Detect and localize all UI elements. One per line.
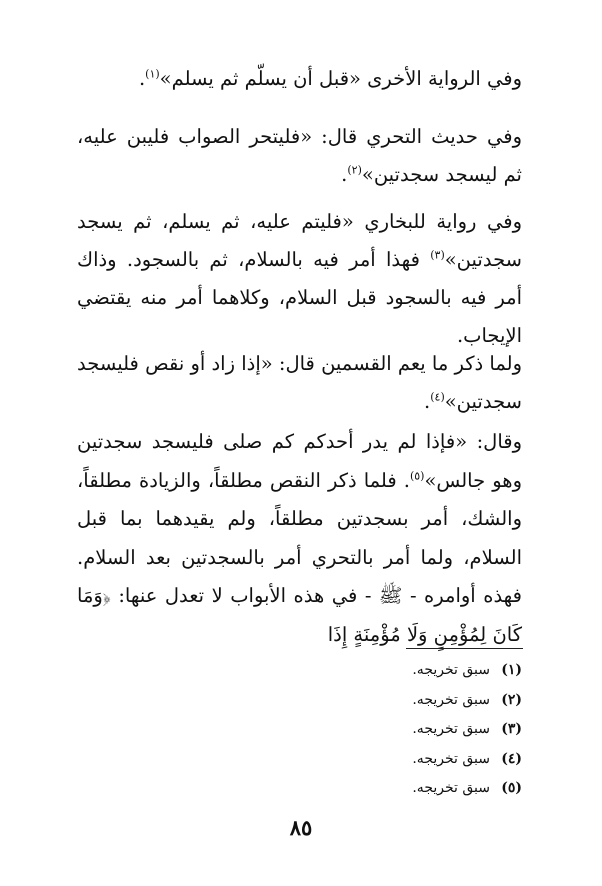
paragraph-3: [77, 203, 522, 355]
footnote-2-number: (٢): [501, 691, 522, 708]
footnote-ref-1[interactable]: (١): [145, 67, 160, 81]
paragraph-3-text: وفي رواية للبخاري «فليتم عليه، ثم يسلم، ثم يسجد سجدتين»: [77, 210, 522, 271]
paragraph-5-text: وقال: «فإذا لم يدر أحدكم كم صلى فليسجد سجدتين وهو جالس»: [77, 430, 522, 492]
paragraph-5-tail: . فلما ذكر النقص مطلقاً، والزيادة مطلقاً، والشك، أمر بسجدتين مطلقاً، ولم يقيدهما بما قبل السلام، ولما أمر بالتحري أمر بالسجدتين بعد السلام. فهذه أوامره - ﷺ - في هذه الأبواب لا تعدل عنها: ﴿وَمَا كَانَ لِمُؤْمِنٍ وَلَا مُؤْمِنَةٍ إِذَا: [77, 468, 522, 646]
page-number: ٨٥: [289, 815, 313, 840]
paragraph-2-text: وفي حديث التحري قال: «فليتحر الصواب فليبن عليه، ثم ليسجد سجدتين»: [77, 125, 522, 186]
footnote-2-text: سبق تخريجه.: [412, 691, 490, 708]
footnotes: [322, 656, 522, 804]
paragraph-3-tail: فهذا أمر فيه بالسلام، ثم بالسجود. وذاك أمر فيه بالسجود قبل السلام، وكلاهما أمر منه يقتضي الإيجاب.: [77, 248, 522, 347]
footnote-4-number: (٤): [501, 750, 522, 767]
footnote-4: [322, 745, 522, 775]
footnote-3-text: سبق تخريجه.: [412, 721, 490, 737]
footnote-5: [322, 774, 522, 804]
footnote-2: [322, 686, 522, 716]
paragraph-2: [77, 118, 522, 194]
footnote-3-number: (٣): [501, 721, 522, 737]
footnote-3: [322, 715, 522, 745]
footnote-1: [322, 656, 522, 686]
footnote-ref-3[interactable]: (٣): [430, 248, 445, 262]
footnote-4-text: سبق تخريجه.: [412, 750, 490, 767]
paragraph-1-tail: .: [138, 67, 146, 90]
footnote-ref-4[interactable]: (٤): [430, 390, 445, 404]
paragraph-1: [77, 60, 522, 98]
footnote-ref-2[interactable]: (٢): [347, 163, 362, 177]
footnote-ref-5[interactable]: (٥): [409, 469, 425, 482]
footnote-5-number: (٥): [501, 780, 522, 796]
footnote-1-text: سبق تخريجه.: [412, 662, 490, 678]
paragraph-4-tail: .: [424, 390, 431, 413]
paragraph-2-tail: .: [341, 163, 348, 186]
paragraph-4: [77, 345, 522, 421]
paragraph-4-text: ولما ذكر ما يعم القسمين قال: «إذا زاد أو نقص فليسجد سجدتين»: [77, 352, 522, 413]
paragraph-5: [77, 423, 522, 654]
footnote-divider: [406, 648, 523, 649]
footnote-1-number: (١): [501, 662, 522, 678]
footnote-5-text: سبق تخريجه.: [412, 780, 490, 796]
paragraph-1-text: وفي الرواية الأخرى «قبل أن يسلّم ثم يسلم»: [159, 67, 522, 90]
